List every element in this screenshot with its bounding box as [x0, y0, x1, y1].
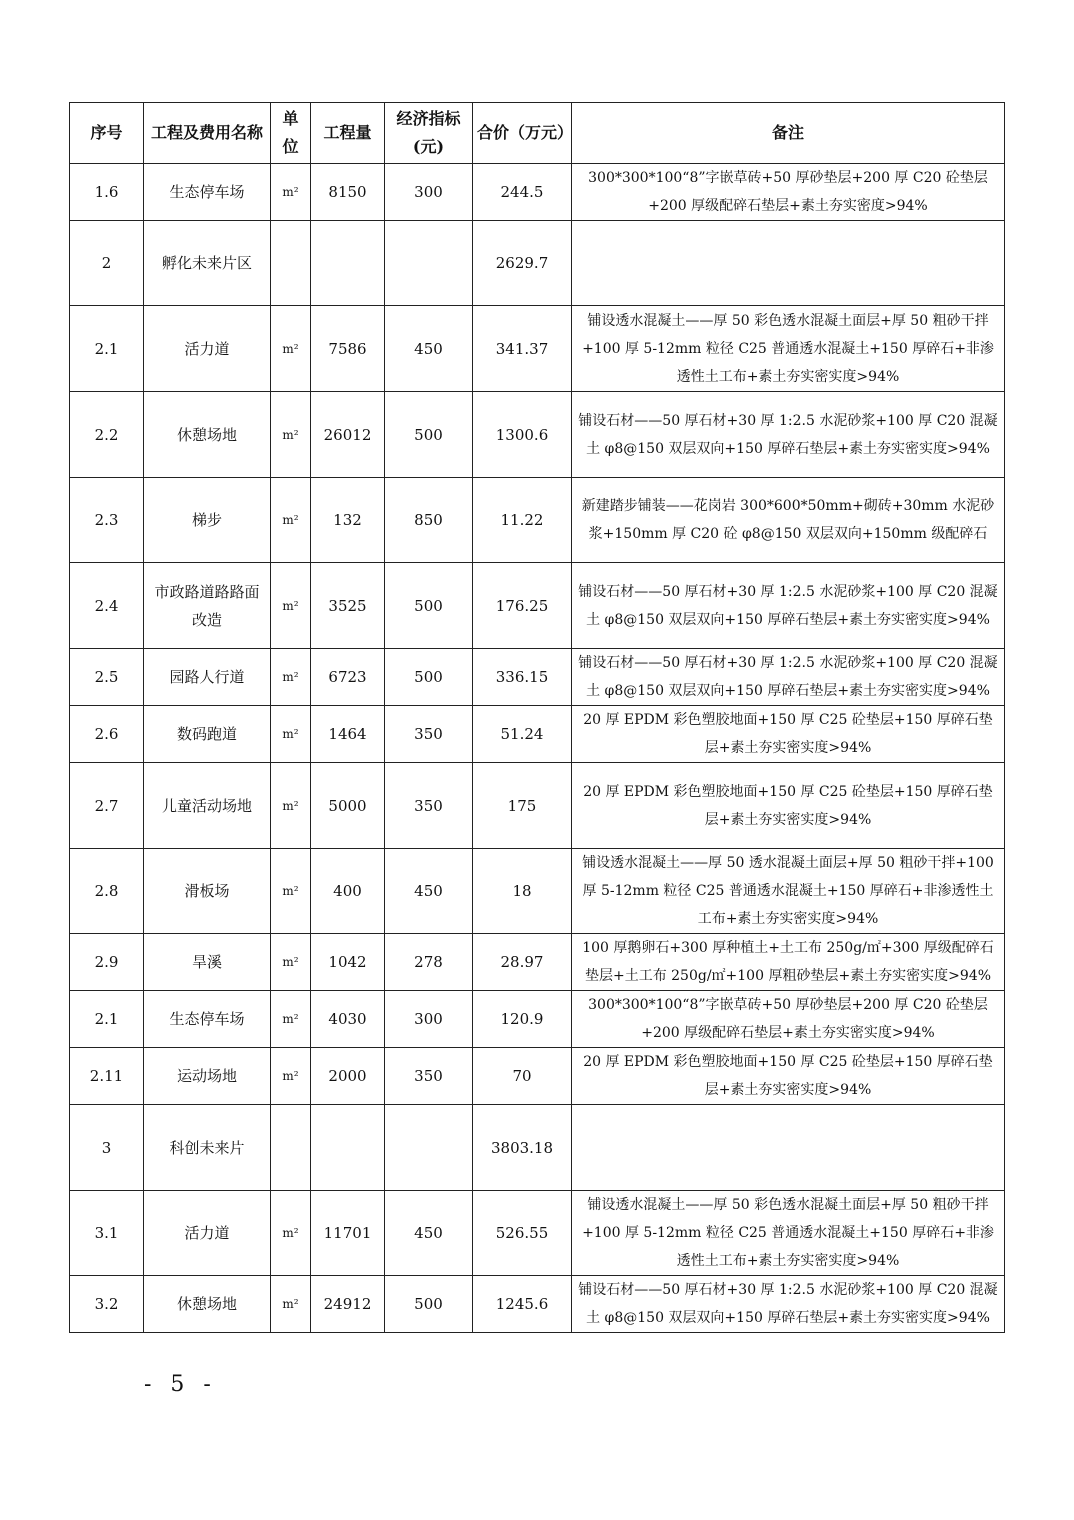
cell-total: 120.9: [473, 991, 572, 1048]
cell-total: 2629.7: [473, 221, 572, 306]
header-note: 备注: [572, 103, 1005, 164]
cell-no: 2.5: [70, 649, 144, 706]
cell-name: 旱溪: [144, 934, 271, 991]
table-row: [70, 392, 1005, 478]
table-row: [70, 991, 1005, 1048]
table-row: [70, 1276, 1005, 1333]
cell-no: 2.7: [70, 763, 144, 849]
cell-qty: 6723: [311, 649, 385, 706]
cell-note: [572, 1105, 1005, 1191]
cell-total: 176.25: [473, 563, 572, 649]
cell-note: 100 厚鹅卵石+300 厚种植土+土工布 250g/㎡+300 厚级配碎石垫层+土工布 250g/㎡+100 厚粗砂垫层+素土夯实密实度>94%: [572, 934, 1005, 991]
cell-name: 活力道: [144, 306, 271, 392]
table-header-row: [70, 103, 1005, 164]
cell-name: 园路人行道: [144, 649, 271, 706]
table-body: [70, 164, 1005, 1333]
cell-unit: m²: [271, 164, 311, 221]
cell-note: 铺设石材——50 厚石材+30 厚 1:2.5 水泥砂浆+100 厚 C20 混凝土 φ8@150 双层双向+150 厚碎石垫层+素土夯实密实度>94%: [572, 649, 1005, 706]
cell-name: 生态停车场: [144, 991, 271, 1048]
cell-note: 铺设透水混凝土——厚 50 透水混凝土面层+厚 50 粗砂干拌+100 厚 5-12mm 粒径 C25 普通透水混凝土+150 厚碎石+非渗透性土工布+素土夯实密实度>94%: [572, 849, 1005, 934]
table-row: [70, 306, 1005, 392]
cell-unit: [271, 1105, 311, 1191]
cell-no: 2.6: [70, 706, 144, 763]
cell-name: 数码跑道: [144, 706, 271, 763]
cell-name: 市政路道路路面改造: [144, 563, 271, 649]
cell-index: 500: [385, 1276, 473, 1333]
cell-qty: [311, 221, 385, 306]
cell-total: 341.37: [473, 306, 572, 392]
cell-unit: m²: [271, 1048, 311, 1105]
cell-index: [385, 221, 473, 306]
cell-no: 2.1: [70, 991, 144, 1048]
cell-index: 450: [385, 849, 473, 934]
cell-index: 300: [385, 164, 473, 221]
cell-note: [572, 221, 1005, 306]
cell-unit: m²: [271, 306, 311, 392]
cell-unit: m²: [271, 706, 311, 763]
cell-unit: m²: [271, 1276, 311, 1333]
cell-note: 铺设透水混凝土——厚 50 彩色透水混凝土面层+厚 50 粗砂干拌+100 厚 5-12mm 粒径 C25 普通透水混凝土+150 厚碎石+非渗透性土工布+素土夯实密实度>94%: [572, 306, 1005, 392]
table-row: [70, 763, 1005, 849]
table-row: [70, 706, 1005, 763]
cell-note: 300*300*100“8”字嵌草砖+50 厚砂垫层+200 厚 C20 砼垫层+200 厚级配碎石垫层+素土夯实密实度>94%: [572, 991, 1005, 1048]
cell-total: 526.55: [473, 1191, 572, 1276]
cell-index: 450: [385, 1191, 473, 1276]
table-row: [70, 1191, 1005, 1276]
table-row: [70, 563, 1005, 649]
cell-no: 2.11: [70, 1048, 144, 1105]
cell-no: 3.2: [70, 1276, 144, 1333]
cell-total: 1300.6: [473, 392, 572, 478]
cell-no: 1.6: [70, 164, 144, 221]
cell-total: 28.97: [473, 934, 572, 991]
cell-qty: 24912: [311, 1276, 385, 1333]
cell-unit: m²: [271, 1191, 311, 1276]
cell-note: 20 厚 EPDM 彩色塑胶地面+150 厚 C25 砼垫层+150 厚碎石垫层+素土夯实密实度>94%: [572, 763, 1005, 849]
cell-index: 500: [385, 649, 473, 706]
cell-total: 51.24: [473, 706, 572, 763]
cell-qty: 3525: [311, 563, 385, 649]
cell-qty: 11701: [311, 1191, 385, 1276]
cell-total: 18: [473, 849, 572, 934]
table-row: [70, 934, 1005, 991]
cell-index: 850: [385, 478, 473, 563]
cell-qty: 1042: [311, 934, 385, 991]
header-index: 经济指标(元): [385, 103, 473, 164]
cell-index: 350: [385, 763, 473, 849]
page-number: - 5 -: [144, 1372, 217, 1397]
header-unit: 单位: [271, 103, 311, 164]
cell-index: 278: [385, 934, 473, 991]
cell-unit: m²: [271, 991, 311, 1048]
cell-unit: m²: [271, 849, 311, 934]
cell-unit: [271, 221, 311, 306]
cell-qty: 2000: [311, 1048, 385, 1105]
table-row: [70, 221, 1005, 306]
cell-name: 滑板场: [144, 849, 271, 934]
table-row: [70, 849, 1005, 934]
cell-name: 运动场地: [144, 1048, 271, 1105]
cell-name: 梯步: [144, 478, 271, 563]
table-row: [70, 164, 1005, 221]
cell-index: 350: [385, 1048, 473, 1105]
cell-no: 2.4: [70, 563, 144, 649]
cell-name: 科创未来片: [144, 1105, 271, 1191]
cell-name: 休憩场地: [144, 1276, 271, 1333]
cell-note: 20 厚 EPDM 彩色塑胶地面+150 厚 C25 砼垫层+150 厚碎石垫层+素土夯实密实度>94%: [572, 1048, 1005, 1105]
cell-name: 活力道: [144, 1191, 271, 1276]
table-row: [70, 1048, 1005, 1105]
cell-no: 2.3: [70, 478, 144, 563]
header-total: 合价（万元）: [473, 103, 572, 164]
cell-qty: 8150: [311, 164, 385, 221]
cell-name: 生态停车场: [144, 164, 271, 221]
cell-qty: 26012: [311, 392, 385, 478]
cell-total: 1245.6: [473, 1276, 572, 1333]
cell-no: 2.1: [70, 306, 144, 392]
cell-index: 300: [385, 991, 473, 1048]
cell-name: 孵化未来片区: [144, 221, 271, 306]
header-qty: 工程量: [311, 103, 385, 164]
cell-unit: m²: [271, 478, 311, 563]
header-no: 序号: [70, 103, 144, 164]
cell-note: 铺设石材——50 厚石材+30 厚 1:2.5 水泥砂浆+100 厚 C20 混凝土 φ8@150 双层双向+150 厚碎石垫层+素土夯实密实度>94%: [572, 563, 1005, 649]
cell-qty: 400: [311, 849, 385, 934]
cell-qty: 1464: [311, 706, 385, 763]
cell-qty: 132: [311, 478, 385, 563]
cell-index: 500: [385, 392, 473, 478]
cell-total: 336.15: [473, 649, 572, 706]
cell-name: 休憩场地: [144, 392, 271, 478]
cell-note: 300*300*100“8”字嵌草砖+50 厚砂垫层+200 厚 C20 砼垫层+200 厚级配碎石垫层+素土夯实密度>94%: [572, 164, 1005, 221]
cell-note: 新建踏步铺装——花岗岩 300*600*50mm+砌砖+30mm 水泥砂浆+150mm 厚 C20 砼 φ8@150 双层双向+150mm 级配碎石: [572, 478, 1005, 563]
cell-total: 244.5: [473, 164, 572, 221]
cell-index: 500: [385, 563, 473, 649]
cell-total: 70: [473, 1048, 572, 1105]
cell-index: [385, 1105, 473, 1191]
cell-note: 铺设透水混凝土——厚 50 彩色透水混凝土面层+厚 50 粗砂干拌+100 厚 5-12mm 粒径 C25 普通透水混凝土+150 厚碎石+非渗透性土工布+素土夯实密实度>94%: [572, 1191, 1005, 1276]
cell-note: 铺设石材——50 厚石材+30 厚 1:2.5 水泥砂浆+100 厚 C20 混凝土 φ8@150 双层双向+150 厚碎石垫层+素土夯实密实度>94%: [572, 392, 1005, 478]
cell-qty: 4030: [311, 991, 385, 1048]
cell-index: 450: [385, 306, 473, 392]
table-row: [70, 649, 1005, 706]
cell-no: 3.1: [70, 1191, 144, 1276]
cell-qty: 5000: [311, 763, 385, 849]
cell-unit: m²: [271, 563, 311, 649]
cell-no: 3: [70, 1105, 144, 1191]
cell-total: 11.22: [473, 478, 572, 563]
cost-table: [69, 102, 1005, 1333]
cell-unit: m²: [271, 649, 311, 706]
cell-name: 儿童活动场地: [144, 763, 271, 849]
cell-unit: m²: [271, 763, 311, 849]
cell-qty: 7586: [311, 306, 385, 392]
cell-qty: [311, 1105, 385, 1191]
cell-total: 3803.18: [473, 1105, 572, 1191]
table-row: [70, 1105, 1005, 1191]
table-row: [70, 478, 1005, 563]
cell-note: 铺设石材——50 厚石材+30 厚 1:2.5 水泥砂浆+100 厚 C20 混凝土 φ8@150 双层双向+150 厚碎石垫层+素土夯实密实度>94%: [572, 1276, 1005, 1333]
cell-unit: m²: [271, 934, 311, 991]
header-name: 工程及费用名称: [144, 103, 271, 164]
cell-index: 350: [385, 706, 473, 763]
cell-no: 2.2: [70, 392, 144, 478]
cell-no: 2: [70, 221, 144, 306]
cell-note: 20 厚 EPDM 彩色塑胶地面+150 厚 C25 砼垫层+150 厚碎石垫层+素土夯实密实度>94%: [572, 706, 1005, 763]
cell-no: 2.8: [70, 849, 144, 934]
cell-unit: m²: [271, 392, 311, 478]
cell-total: 175: [473, 763, 572, 849]
cell-no: 2.9: [70, 934, 144, 991]
